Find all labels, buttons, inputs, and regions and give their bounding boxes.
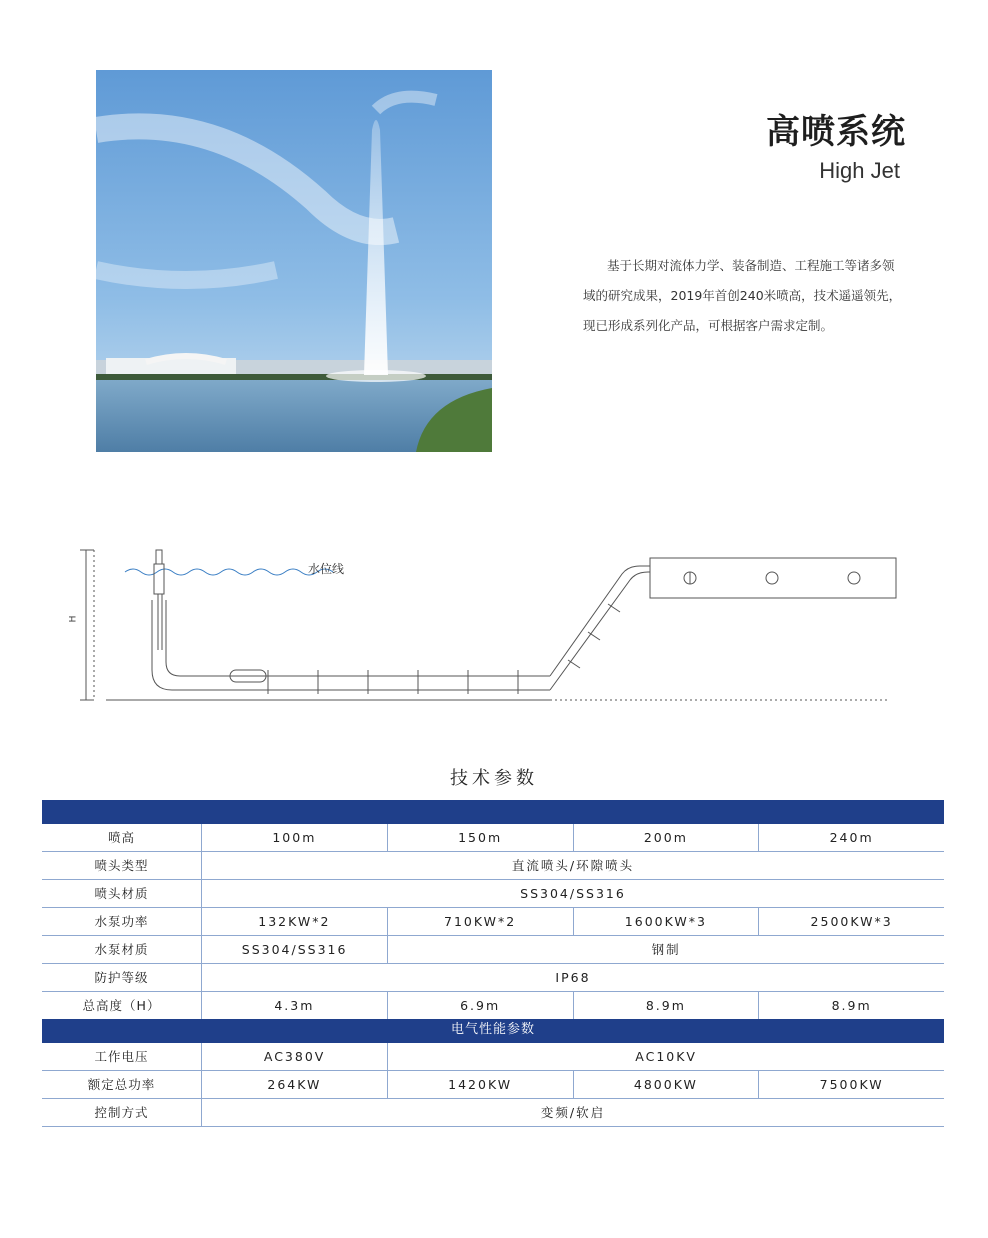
row-label: 水泵材质 xyxy=(42,936,202,963)
description xyxy=(583,251,923,341)
cell: 132KW*2 xyxy=(202,908,388,935)
cell: AC380V xyxy=(202,1043,388,1070)
row-label: 喷头类型 xyxy=(42,852,202,879)
row-label: 额定总功率 xyxy=(42,1071,202,1098)
row-label: 喷头材质 xyxy=(42,880,202,907)
cell: 100m xyxy=(202,824,388,851)
electrical-section-bar: 电气性能参数 xyxy=(42,1019,944,1043)
cell: 6.9m xyxy=(388,992,574,1019)
table-row xyxy=(42,824,944,852)
table-header-bar xyxy=(42,800,944,824)
cell: 7500KW xyxy=(819,1077,884,1092)
cell: 2500KW*3 xyxy=(810,914,893,929)
cell: 200m xyxy=(574,824,760,851)
cell: AC10KV xyxy=(635,1049,697,1064)
height-label: H xyxy=(68,615,79,623)
cell: 264KW xyxy=(202,1071,388,1098)
table-row xyxy=(42,992,944,1019)
cell: 4.3m xyxy=(202,992,388,1019)
cell: 8.9m xyxy=(831,998,872,1013)
table-row xyxy=(42,1043,944,1071)
row-label: 防护等级 xyxy=(42,964,202,991)
cell: 1600KW*3 xyxy=(574,908,760,935)
spec-table xyxy=(42,800,944,1127)
cell: 钢制 xyxy=(651,942,681,957)
row-label: 控制方式 xyxy=(42,1099,202,1126)
cell: 710KW*2 xyxy=(388,908,574,935)
description-line: 域的研究成果，2019年首创240米喷高，技术遥遥领先， xyxy=(583,288,902,303)
cell: 4800KW xyxy=(574,1071,760,1098)
row-label: 喷高 xyxy=(42,824,202,851)
table-row xyxy=(42,936,944,964)
system-diagram xyxy=(70,540,910,710)
spec-title: 技术参数 xyxy=(450,768,538,789)
cell: 变频/软启 xyxy=(540,1105,606,1120)
cell: IP68 xyxy=(555,970,591,985)
table-row xyxy=(42,964,944,992)
cell: 1420KW xyxy=(388,1071,574,1098)
page-title: 高喷系统 xyxy=(766,112,906,152)
page-subtitle: High Jet xyxy=(819,158,900,183)
description-line: 现已形成系列化产品，可根据客户需求定制。 xyxy=(583,318,834,333)
row-label: 工作电压 xyxy=(42,1043,202,1070)
cell: SS304/SS316 xyxy=(202,936,388,963)
table-row xyxy=(42,852,944,880)
table-row xyxy=(42,1071,944,1099)
row-label: 水泵功率 xyxy=(42,908,202,935)
table-row xyxy=(42,880,944,908)
description-line: 基于长期对流体力学、装备制造、工程施工等诸多领 xyxy=(607,258,895,273)
fountain-photo xyxy=(96,70,492,452)
cell: 240m xyxy=(829,830,874,845)
cell: 150m xyxy=(388,824,574,851)
cell: SS304/SS316 xyxy=(520,886,626,901)
row-label: 总高度（H） xyxy=(42,992,202,1019)
water-line-label: 水位线 xyxy=(308,562,345,576)
table-row xyxy=(42,908,944,936)
cell: 直流喷头/环隙喷头 xyxy=(511,858,635,873)
cell: 8.9m xyxy=(574,992,760,1019)
table-row xyxy=(42,1099,944,1127)
